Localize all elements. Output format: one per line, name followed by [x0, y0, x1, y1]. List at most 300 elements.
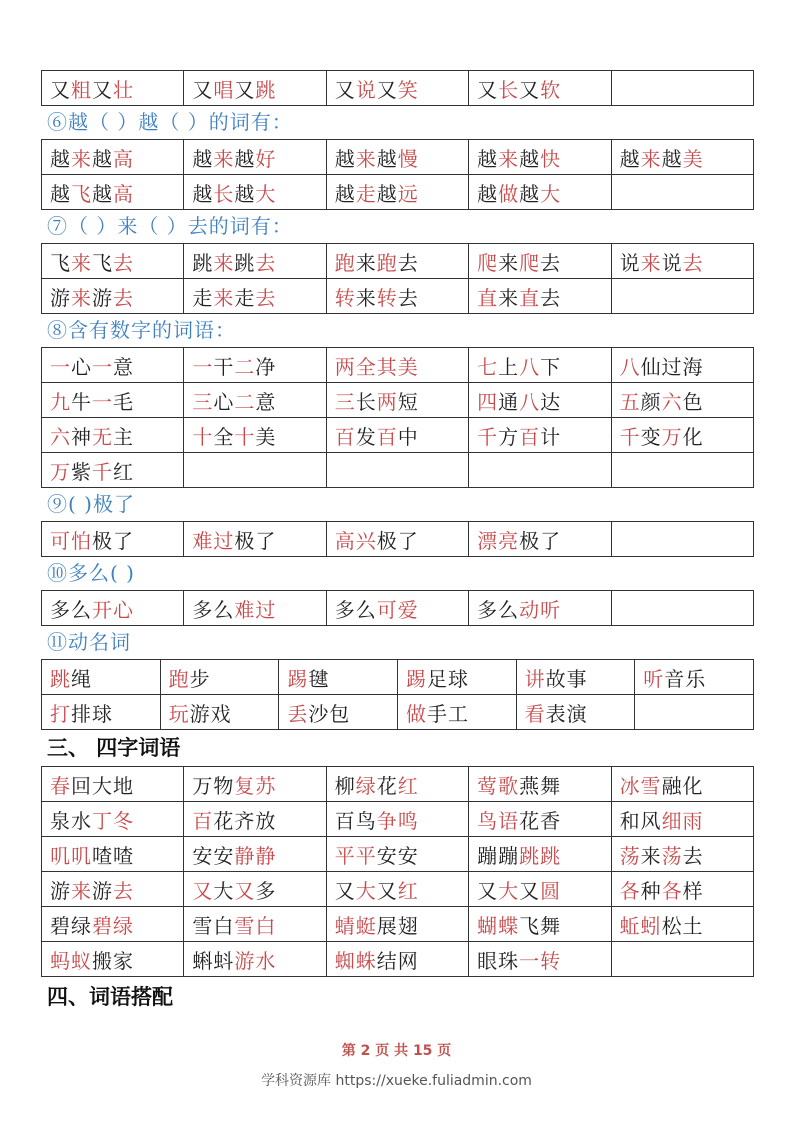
- word-cell: [160, 660, 279, 695]
- highlighted-text: 壮: [113, 77, 134, 102]
- table-row: [42, 907, 754, 942]
- plain-text: 方: [498, 424, 520, 449]
- word-cell: [184, 942, 326, 977]
- word-cell: [184, 802, 326, 837]
- word-cell: [611, 244, 753, 279]
- highlighted-text: 慢: [397, 146, 419, 171]
- word-cell: [469, 453, 611, 488]
- table-row: [42, 591, 754, 626]
- highlighted-text: 雪白: [234, 913, 277, 938]
- plain-text: 去: [397, 285, 419, 310]
- word-cell: [42, 942, 184, 977]
- word-cell: [611, 279, 753, 314]
- plain-text: 越: [477, 146, 499, 171]
- highlighted-text: 可爱: [376, 597, 419, 622]
- plain-text: 手工: [426, 701, 469, 726]
- word-cell: [469, 244, 611, 279]
- highlighted-text: 难过: [192, 528, 235, 553]
- part-4-heading: 四、词语搭配: [47, 985, 173, 1009]
- highlighted-text: 远: [397, 181, 419, 206]
- plain-text: 飞舞: [519, 913, 562, 938]
- highlighted-text: 游水: [234, 948, 277, 973]
- plain-text: 中: [397, 424, 419, 449]
- table-row: [42, 802, 754, 837]
- highlighted-text: 千: [92, 459, 113, 484]
- plain-text: 喳喳: [92, 843, 134, 868]
- site-watermark: 学科资源库 https://xueke.fuliadmin.com: [261, 1073, 532, 1089]
- word-cell: [516, 695, 635, 730]
- highlighted-text: 蜻蜓: [334, 913, 377, 938]
- plain-text: 多: [255, 878, 277, 903]
- plain-text: 来: [498, 250, 520, 275]
- plain-text: 心: [213, 389, 235, 414]
- plain-text: 越: [234, 146, 256, 171]
- highlighted-text: 全其美: [355, 354, 419, 379]
- plain-text: 计: [540, 424, 562, 449]
- highlighted-text: 来: [213, 146, 235, 171]
- highlighted-text: 踢: [405, 666, 427, 691]
- highlighted-text: 十: [192, 424, 214, 449]
- word-cell: [326, 591, 468, 626]
- highlighted-text: 去: [255, 250, 277, 275]
- word-cell: [42, 660, 161, 695]
- word-cell: [611, 140, 753, 175]
- highlighted-text: 飞: [71, 181, 92, 206]
- plain-text: 美: [255, 424, 277, 449]
- table-row: [42, 348, 754, 383]
- plain-text: 又: [477, 77, 499, 102]
- word-cell: [184, 383, 326, 418]
- word-cell: [611, 348, 753, 383]
- table-8: [41, 347, 754, 488]
- highlighted-text: 十: [234, 424, 256, 449]
- highlighted-text: 三: [192, 389, 214, 414]
- highlighted-text: 动听: [519, 597, 562, 622]
- highlighted-text: 踢: [287, 666, 309, 691]
- highlighted-text: 直: [477, 285, 499, 310]
- highlighted-text: 看: [524, 701, 546, 726]
- plain-text: 走: [192, 285, 214, 310]
- plain-text: 又: [477, 878, 499, 903]
- plain-text: 万物: [192, 773, 235, 798]
- plain-text: 蹦蹦: [477, 843, 520, 868]
- plain-text: 走: [234, 285, 256, 310]
- highlighted-text: 可怕: [50, 528, 92, 553]
- word-cell: [326, 837, 468, 872]
- highlighted-text: 八: [519, 354, 541, 379]
- highlighted-text: 八: [619, 354, 641, 379]
- word-cell: [326, 802, 468, 837]
- highlighted-text: 高: [113, 146, 134, 171]
- word-cell: [611, 71, 753, 106]
- plain-text: 大: [213, 878, 235, 903]
- highlighted-text: 细雨: [661, 808, 704, 833]
- plain-text: 又: [376, 878, 398, 903]
- table-9: [41, 521, 754, 557]
- plain-text: 仙过海: [640, 354, 704, 379]
- plain-text: 花齐放: [213, 808, 277, 833]
- word-cell: [326, 383, 468, 418]
- plain-text: 越: [519, 146, 541, 171]
- plain-text: 多么: [192, 597, 235, 622]
- highlighted-text: 复苏: [234, 773, 277, 798]
- highlighted-text: 唱: [213, 77, 235, 102]
- word-cell: [326, 244, 468, 279]
- word-cell: [469, 872, 611, 907]
- highlighted-text: 二: [234, 389, 256, 414]
- highlighted-text: 去: [682, 250, 704, 275]
- word-cell: [326, 942, 468, 977]
- highlighted-text: 大: [540, 181, 562, 206]
- plain-text: 又: [519, 878, 541, 903]
- plain-text: 变: [640, 424, 662, 449]
- plain-text: 达: [540, 389, 562, 414]
- plain-text: 蝌蚪: [192, 948, 235, 973]
- word-cell: [184, 348, 326, 383]
- highlighted-text: 荡: [661, 843, 683, 868]
- plain-text: 去: [540, 285, 562, 310]
- highlighted-text: 蚯蚓: [619, 913, 662, 938]
- plain-text: 泉水: [50, 808, 92, 833]
- plain-text: 越: [661, 146, 683, 171]
- plain-text: 松土: [661, 913, 704, 938]
- plain-text: 来: [355, 250, 377, 275]
- plain-text: 净: [255, 354, 277, 379]
- word-cell: [611, 872, 753, 907]
- word-cell: [184, 522, 326, 557]
- word-cell: [184, 453, 326, 488]
- word-cell: [42, 244, 184, 279]
- plain-text: 又: [334, 878, 356, 903]
- word-cell: [279, 660, 398, 695]
- word-cell: [469, 418, 611, 453]
- plain-text: 心: [71, 354, 92, 379]
- highlighted-text: 打: [50, 701, 71, 726]
- plain-text: 结网: [376, 948, 419, 973]
- plain-text: 牛: [71, 389, 92, 414]
- word-cell: [611, 767, 753, 802]
- highlighted-text: 各: [619, 878, 641, 903]
- plain-text: 颜: [640, 389, 662, 414]
- section-11-heading: ⑪动名词: [47, 630, 131, 654]
- highlighted-text: 荡: [619, 843, 641, 868]
- highlighted-text: 百: [376, 424, 398, 449]
- word-cell: [326, 348, 468, 383]
- highlighted-text: 跑: [376, 250, 398, 275]
- plain-text: 色: [682, 389, 704, 414]
- highlighted-text: 莺歌: [477, 773, 520, 798]
- word-cell: [611, 837, 753, 872]
- plain-text: 毽: [308, 666, 330, 691]
- plain-text: 多么: [334, 597, 377, 622]
- highlighted-text: 万: [50, 459, 71, 484]
- highlighted-text: 转: [376, 285, 398, 310]
- plain-text: 游: [50, 285, 71, 310]
- word-cell: [42, 71, 184, 106]
- plain-text: 音乐: [664, 666, 707, 691]
- word-cell: [516, 660, 635, 695]
- plain-text: 越: [619, 146, 641, 171]
- plain-text: 主: [113, 424, 134, 449]
- plain-text: 回大地: [71, 773, 134, 798]
- highlighted-text: 百: [519, 424, 541, 449]
- plain-text: 游: [50, 878, 71, 903]
- word-cell: [469, 348, 611, 383]
- highlighted-text: 鸟语: [477, 808, 520, 833]
- table-row: [42, 837, 754, 872]
- highlighted-text: 去: [255, 285, 277, 310]
- highlighted-text: 八: [519, 389, 541, 414]
- plain-text: 又: [50, 77, 71, 102]
- highlighted-text: 静静: [234, 843, 277, 868]
- plain-text: 绳: [71, 666, 92, 691]
- plain-text: 下: [540, 354, 562, 379]
- plain-text: 游: [92, 878, 113, 903]
- plain-text: 来: [355, 285, 377, 310]
- plain-text: 融化: [661, 773, 704, 798]
- highlighted-text: 爬: [477, 250, 499, 275]
- plain-text: 游: [92, 285, 113, 310]
- plain-text: 跳: [192, 250, 214, 275]
- table-row: [42, 140, 754, 175]
- word-cell: [469, 383, 611, 418]
- word-cell: [279, 695, 398, 730]
- word-cell: [184, 279, 326, 314]
- plain-text: 越: [92, 181, 113, 206]
- plain-text: 花香: [519, 808, 562, 833]
- word-cell: [42, 522, 184, 557]
- word-cell: [469, 837, 611, 872]
- plain-text: 红: [113, 459, 134, 484]
- plain-text: 展翅: [376, 913, 419, 938]
- word-cell: [469, 942, 611, 977]
- plain-text: 碧绿: [50, 913, 92, 938]
- table-row: [42, 175, 754, 210]
- plain-text: 越: [50, 181, 71, 206]
- highlighted-text: 快: [540, 146, 562, 171]
- word-cell: [184, 872, 326, 907]
- highlighted-text: 大: [498, 878, 520, 903]
- word-cell: [42, 695, 161, 730]
- word-cell: [326, 907, 468, 942]
- plain-text: 全: [213, 424, 235, 449]
- highlighted-text: 笑: [397, 77, 419, 102]
- word-cell: [469, 767, 611, 802]
- word-cell: [611, 383, 753, 418]
- word-cell: [326, 872, 468, 907]
- highlighted-text: 百: [334, 424, 356, 449]
- plain-text: 去: [397, 250, 419, 275]
- highlighted-text: 来: [71, 250, 92, 275]
- plain-text: 安安: [192, 843, 235, 868]
- highlighted-text: 走: [355, 181, 377, 206]
- word-cell: [184, 71, 326, 106]
- word-cell: [42, 453, 184, 488]
- highlighted-text: 绿: [355, 773, 377, 798]
- word-cell: [326, 279, 468, 314]
- word-cell: [611, 418, 753, 453]
- highlighted-text: 六: [50, 424, 71, 449]
- highlighted-text: 蚂蚁: [50, 948, 92, 973]
- plain-text: 样: [682, 878, 704, 903]
- plain-text: 又: [192, 77, 214, 102]
- word-cell: [469, 140, 611, 175]
- word-cell: [42, 279, 184, 314]
- word-cell: [635, 695, 754, 730]
- word-cell: [184, 767, 326, 802]
- highlighted-text: 跳跳: [519, 843, 562, 868]
- highlighted-text: 去: [113, 878, 134, 903]
- table-6: [41, 139, 754, 210]
- plain-text: 越: [234, 181, 256, 206]
- word-cell: [326, 522, 468, 557]
- table-row: [42, 244, 754, 279]
- highlighted-text: 大: [255, 181, 277, 206]
- plain-text: 越: [192, 181, 214, 206]
- table-row: [42, 767, 754, 802]
- plain-text: 又: [234, 77, 256, 102]
- word-cell: [326, 175, 468, 210]
- plain-text: 排球: [71, 701, 113, 726]
- word-cell: [326, 767, 468, 802]
- table-row: [42, 522, 754, 557]
- plain-text: 燕舞: [519, 773, 562, 798]
- plain-text: 越: [334, 181, 356, 206]
- part-3-heading: 三、 四字词语: [47, 736, 181, 760]
- word-cell: [184, 418, 326, 453]
- word-cell: [42, 767, 184, 802]
- word-cell: [469, 279, 611, 314]
- word-cell: [184, 244, 326, 279]
- word-cell: [326, 140, 468, 175]
- plain-text: 意: [113, 354, 134, 379]
- table-row: [42, 383, 754, 418]
- table-row: [42, 418, 754, 453]
- plain-text: 多么: [477, 597, 520, 622]
- plain-text: 种: [640, 878, 662, 903]
- highlighted-text: 转: [334, 285, 356, 310]
- plain-text: 短: [397, 389, 419, 414]
- word-cell: [184, 175, 326, 210]
- word-cell: [469, 522, 611, 557]
- highlighted-text: 长: [498, 77, 520, 102]
- highlighted-text: 五: [619, 389, 641, 414]
- highlighted-text: 来: [498, 146, 520, 171]
- highlighted-text: 粗: [71, 77, 92, 102]
- plain-text: 又: [92, 77, 113, 102]
- table-four-char-words: [41, 766, 754, 977]
- highlighted-text: 丢: [287, 701, 309, 726]
- plain-text: 花: [376, 773, 398, 798]
- word-cell: [42, 802, 184, 837]
- section-10-heading: ⑩多么( ): [47, 561, 135, 585]
- highlighted-text: 四: [477, 389, 499, 414]
- highlighted-text: 无: [92, 424, 113, 449]
- highlighted-text: 直: [519, 285, 541, 310]
- plain-text: 游戏: [189, 701, 232, 726]
- word-cell: [42, 140, 184, 175]
- word-cell: [42, 907, 184, 942]
- plain-text: 飞: [50, 250, 71, 275]
- word-cell: [397, 695, 516, 730]
- word-cell: [469, 907, 611, 942]
- highlighted-text: 六: [661, 389, 683, 414]
- highlighted-text: 叽叽: [50, 843, 92, 868]
- word-cell: [397, 660, 516, 695]
- highlighted-text: 做: [498, 181, 520, 206]
- word-cell: [42, 418, 184, 453]
- word-cell: [184, 837, 326, 872]
- highlighted-text: 来: [640, 146, 662, 171]
- word-cell: [184, 591, 326, 626]
- plain-text: 极了: [234, 528, 277, 553]
- highlighted-text: 做: [405, 701, 427, 726]
- highlighted-text: 圆: [540, 878, 562, 903]
- word-cell: [326, 71, 468, 106]
- plain-text: 毛: [113, 389, 134, 414]
- highlighted-text: 百: [192, 808, 214, 833]
- word-cell: [184, 140, 326, 175]
- table-10: [41, 590, 754, 626]
- table-a: [41, 70, 754, 106]
- word-cell: [611, 175, 753, 210]
- plain-text: 沙包: [308, 701, 351, 726]
- highlighted-text: 春: [50, 773, 71, 798]
- plain-text: 又: [376, 77, 398, 102]
- highlighted-text: 来: [640, 250, 662, 275]
- plain-text: 极了: [92, 528, 134, 553]
- highlighted-text: 去: [113, 285, 134, 310]
- highlighted-text: 漂亮: [477, 528, 520, 553]
- plain-text: 去: [682, 843, 704, 868]
- plain-text: 来: [640, 843, 662, 868]
- plain-text: 雪白: [192, 913, 235, 938]
- section-7-heading: ⑦（ ）来（ ）去的词有：: [47, 214, 293, 238]
- highlighted-text: 一: [50, 354, 71, 379]
- highlighted-text: 蝴蝶: [477, 913, 520, 938]
- plain-text: 越: [92, 146, 113, 171]
- highlighted-text: 说: [355, 77, 377, 102]
- plain-text: 说: [661, 250, 683, 275]
- word-cell: [469, 175, 611, 210]
- highlighted-text: 长: [213, 181, 235, 206]
- highlighted-text: 又: [192, 878, 214, 903]
- word-cell: [611, 453, 753, 488]
- page-number: 第 2 页 共 15 页: [341, 1043, 452, 1059]
- highlighted-text: 千: [619, 424, 641, 449]
- section-6-heading: ⑥越（ ）越（ ）的词有：: [47, 110, 293, 134]
- highlighted-text: 跑: [168, 666, 190, 691]
- highlighted-text: 一: [92, 354, 113, 379]
- word-cell: [160, 695, 279, 730]
- plain-text: 步: [189, 666, 211, 691]
- highlighted-text: 七: [477, 354, 499, 379]
- plain-text: 意: [255, 389, 277, 414]
- plain-text: 紫: [71, 459, 92, 484]
- table-row: [42, 872, 754, 907]
- plain-text: 百鸟: [334, 808, 377, 833]
- plain-text: 干: [213, 354, 235, 379]
- plain-text: 极了: [376, 528, 419, 553]
- plain-text: 发: [355, 424, 377, 449]
- highlighted-text: 来: [71, 285, 92, 310]
- highlighted-text: 九: [50, 389, 71, 414]
- plain-text: 化: [682, 424, 704, 449]
- word-cell: [611, 802, 753, 837]
- highlighted-text: 高: [113, 181, 134, 206]
- word-cell: [326, 453, 468, 488]
- section-9-heading: ⑨( )极了: [47, 492, 135, 516]
